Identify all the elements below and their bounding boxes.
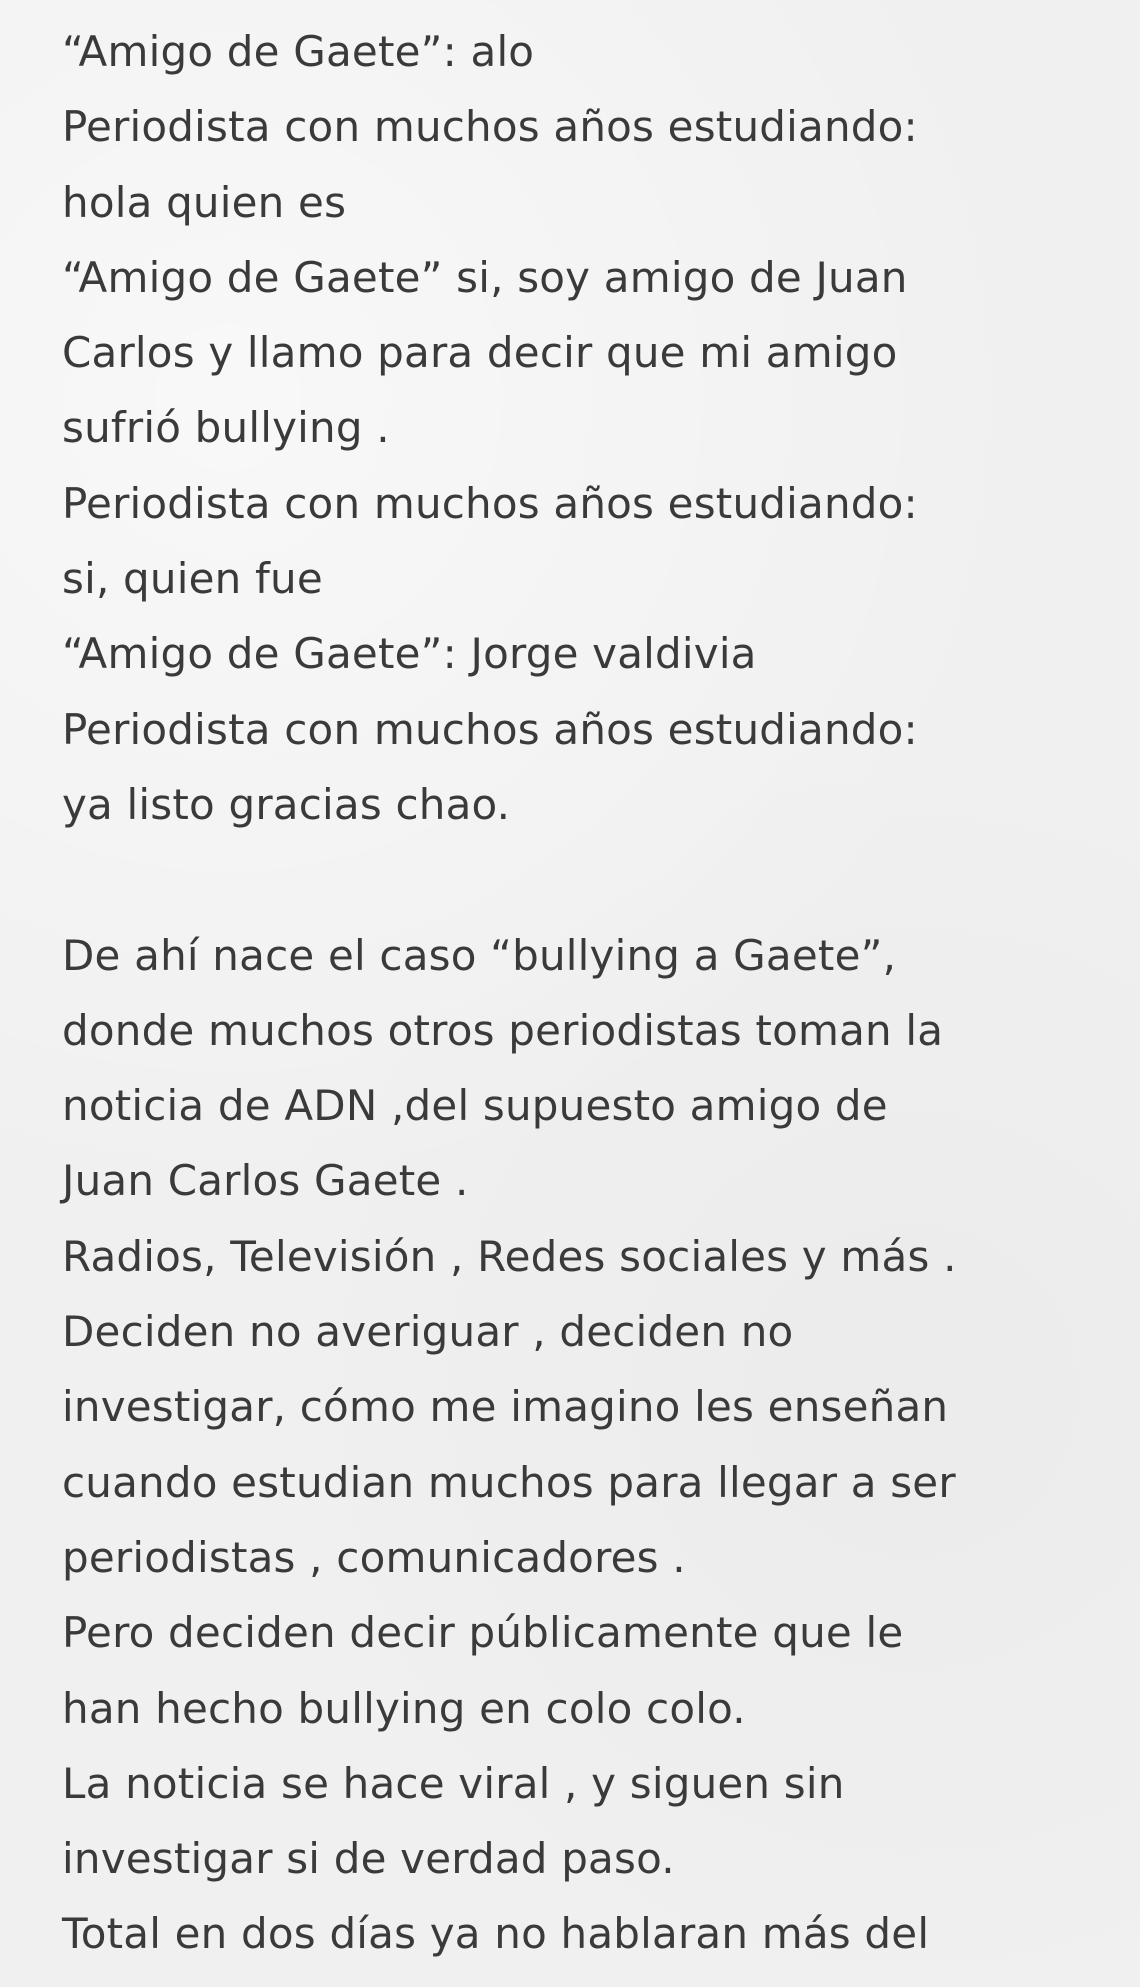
paragraph-line-3: noticia de ADN ,del supuesto amigo de <box>62 1081 888 1131</box>
paragraph-line-4: Juan Carlos Gaete . <box>62 1156 469 1206</box>
paragraph-spacer <box>62 842 1110 917</box>
paragraph-line-12: La noticia se hace viral , y siguen sin <box>62 1758 845 1808</box>
paragraph-line-5: Radios, Televisión , Redes sociales y más . <box>62 1231 957 1281</box>
dialogue-line-journalist-1: Periodista con muchos años estudiando: <box>62 102 918 152</box>
paragraph-line-14: Total en dos días ya no hablaran más del <box>62 1909 930 1959</box>
dialogue-line-journalist-2-text: si, quien fue <box>62 554 323 604</box>
paragraph-line-9: periodistas , comunicadores . <box>62 1532 686 1582</box>
paragraph-line-13: investigar si de verdad paso. <box>62 1834 675 1884</box>
dialogue-line-journalist-3-text: ya listo gracias chao. <box>62 779 511 829</box>
paragraph-line-7: investigar, cómo me imagino les enseñan <box>62 1382 949 1432</box>
dialogue-line-friend-1: “Amigo de Gaete”: alo <box>62 27 535 76</box>
dialogue-line-journalist-1-text: hola quien es <box>62 177 347 227</box>
paragraph-line-8: cuando estudian muchos para llegar a ser <box>62 1457 956 1507</box>
paragraph-line-11: han hecho bullying en colo colo. <box>62 1683 746 1733</box>
note-text <box>62 14 1110 1972</box>
paragraph-line-1: De ahí nace el caso “bullying a Gaete”, <box>62 930 897 980</box>
dialogue-line-journalist-2: Periodista con muchos años estudiando: <box>62 478 918 528</box>
dialogue-line-friend-2-cont-2: sufrió bullying . <box>62 403 390 453</box>
paragraph-line-6: Deciden no averiguar , deciden no <box>62 1307 794 1357</box>
paragraph-line-10: Pero deciden decir públicamente que le <box>62 1608 904 1658</box>
dialogue-line-friend-2: “Amigo de Gaete” si, soy amigo de Juan <box>62 252 908 302</box>
dialogue-line-journalist-3: Periodista con muchos años estudiando: <box>62 704 918 754</box>
dialogue-line-friend-2-cont-1: Carlos y llamo para decir que mi amigo <box>62 328 898 378</box>
dialogue-line-friend-3: “Amigo de Gaete”: Jorge valdivia <box>62 629 757 679</box>
paragraph-line-2: donde muchos otros periodistas toman la <box>62 1005 944 1055</box>
